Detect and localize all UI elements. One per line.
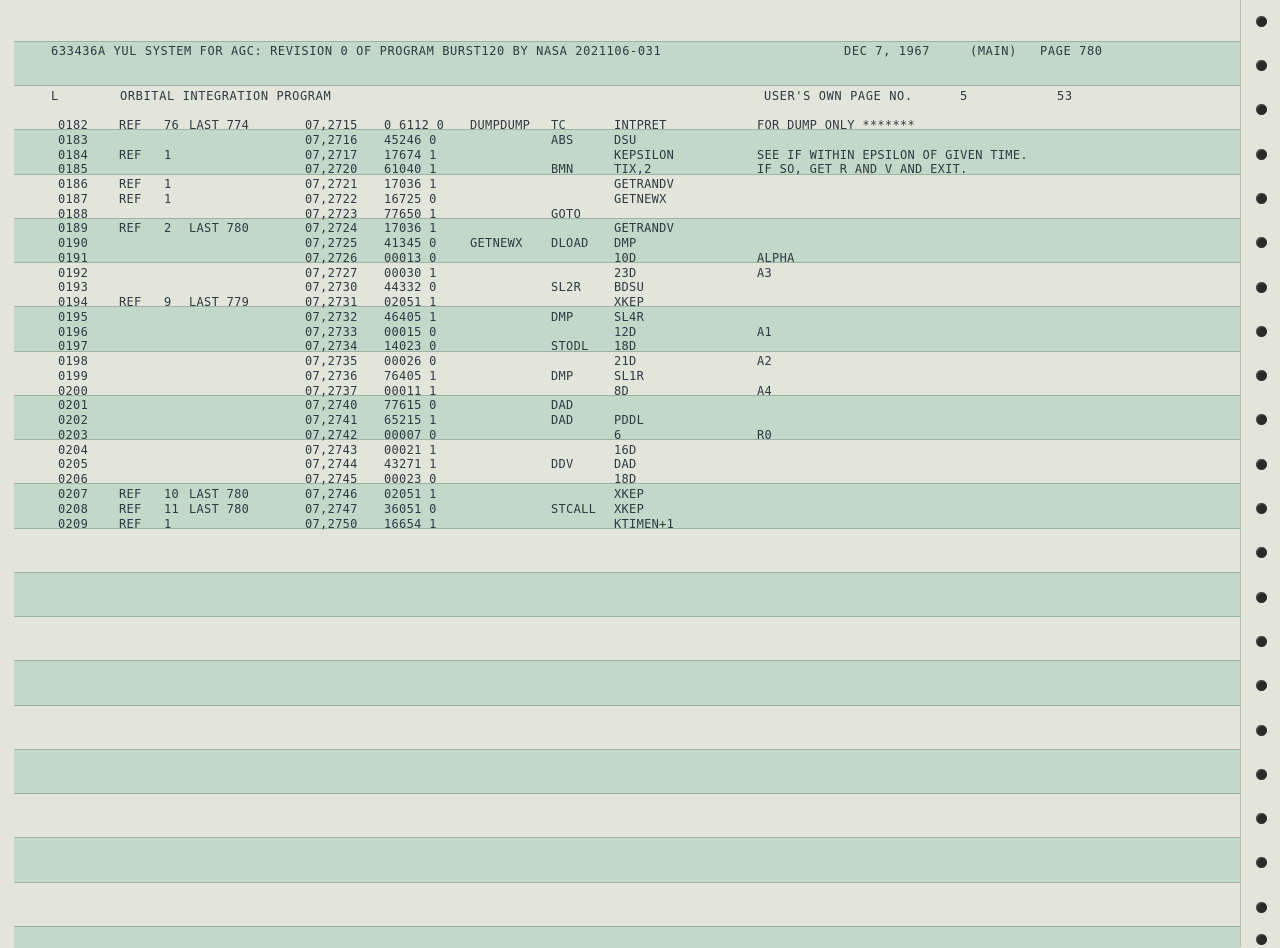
line-number: 0208 [58,501,89,516]
table-row [0,472,1240,487]
table-row [0,266,1240,281]
operand: GETRANDV [614,177,675,192]
address: 07,2731 [305,295,358,310]
operand: 8D [614,383,630,398]
line-number: 0182 [58,118,89,132]
address: 07,2722 [305,191,358,206]
table-row [0,413,1240,428]
ref-number: 9 [164,295,172,310]
table-row [0,325,1240,340]
operand: INTPRET [614,118,667,132]
address: 07,2724 [305,221,358,236]
opcode: TC [551,118,567,132]
octal-word: 16725 0 [384,191,437,206]
symbol-label: GETNEWX [470,236,523,251]
operand: DAD [614,457,637,472]
octal-word: 17674 1 [384,147,437,162]
last-ref: LAST 779 [189,295,250,310]
ref-label: REF [119,147,142,162]
octal-word: 45246 0 [384,132,437,147]
tractor-feed-hole [1256,725,1267,736]
address: 07,2735 [305,354,358,369]
tractor-feed-hole [1256,149,1267,160]
table-row [0,192,1240,207]
ref-label: REF [119,191,142,206]
tractor-feed-hole [1256,104,1267,115]
line-number: 0191 [58,250,89,265]
green-bar-band [14,572,1240,617]
address: 07,2716 [305,132,358,147]
address: 07,2741 [305,413,358,428]
ref-label: REF [119,177,142,192]
octal-word: 76405 1 [384,368,437,383]
comment: SEE IF WITHIN EPSILON OF GIVEN TIME. [757,147,1028,162]
address: 07,2726 [305,250,358,265]
green-bar-band [14,837,1240,883]
listing-date: DEC 7, 1967 [844,44,931,58]
octal-word: 77650 1 [384,206,437,221]
opcode: DLOAD [551,236,589,251]
operand: SL1R [614,368,645,383]
line-number: 0209 [58,516,89,531]
line-number: 0187 [58,191,89,206]
octal-word: 00015 0 [384,324,437,339]
operand: PDDL [614,413,645,428]
green-bar-band [14,926,1240,948]
octal-word: 14023 0 [384,339,437,354]
table-row [0,398,1240,413]
line-number: 0204 [58,442,89,457]
octal-word: 61040 1 [384,162,437,177]
operand: 21D [614,354,637,369]
line-number: 0197 [58,339,89,354]
octal-word: 00023 0 [384,472,437,487]
octal-word: 43271 1 [384,457,437,472]
tractor-feed-hole [1256,60,1267,71]
comment: ALPHA [757,250,795,265]
opcode: DAD [551,413,574,428]
table-row [0,280,1240,295]
ref-label: REF [119,487,142,501]
line-number: 0185 [58,162,89,177]
table-row [0,487,1240,502]
address: 07,2742 [305,427,358,442]
line-number: 0195 [58,309,89,324]
line-number: 0205 [58,457,89,472]
address: 07,2723 [305,206,358,221]
table-row [0,118,1240,133]
opcode: BMN [551,162,574,177]
octal-word: 41345 0 [384,236,437,251]
octal-word: 46405 1 [384,309,437,324]
table-row [0,517,1240,532]
comment: FOR DUMP ONLY ******* [757,118,916,132]
address: 07,2720 [305,162,358,177]
operand: XKEP [614,501,645,516]
line-number: 0202 [58,413,89,428]
listing-page-number: PAGE 780 [1040,44,1103,58]
line-number: 0198 [58,354,89,369]
ref-label: REF [119,516,142,531]
operand: 23D [614,265,637,280]
operand: DMP [614,236,637,251]
ref-label: REF [119,501,142,516]
last-ref: LAST 774 [189,118,250,132]
address: 07,2734 [305,339,358,354]
address: 07,2736 [305,368,358,383]
address: 07,2715 [305,118,358,132]
table-row [0,457,1240,472]
table-row [0,221,1240,236]
address: 07,2746 [305,487,358,501]
opcode: SL2R [551,280,582,295]
last-ref: LAST 780 [189,221,250,236]
line-number: 0203 [58,427,89,442]
ref-label: REF [119,221,142,236]
octal-word: 00007 0 [384,427,437,442]
line-number: 0188 [58,206,89,221]
ref-number: 76 [164,118,180,132]
address: 07,2727 [305,265,358,280]
octal-word: 77615 0 [384,398,437,413]
address: 07,2744 [305,457,358,472]
table-row [0,502,1240,517]
tractor-feed-edge [1240,0,1241,947]
tractor-feed-hole [1256,934,1267,945]
table-row [0,251,1240,266]
listing-main-label: (MAIN) [970,44,1017,58]
tractor-feed-hole [1256,459,1267,470]
operand: KEPSILON [614,147,675,162]
table-row [0,369,1240,384]
octal-word: 44332 0 [384,280,437,295]
address: 07,2732 [305,309,358,324]
opcode: DAD [551,398,574,413]
operand: XKEP [614,295,645,310]
line-number: 0186 [58,177,89,192]
octal-word: 00011 1 [384,383,437,398]
tractor-feed-hole [1256,547,1267,558]
operand: 12D [614,324,637,339]
tractor-feed-hole [1256,326,1267,337]
octal-word: 00030 1 [384,265,437,280]
log-section-code: 53 [1057,89,1073,103]
line-number: 0193 [58,280,89,295]
octal-word: 17036 1 [384,221,437,236]
last-ref: LAST 780 [189,487,250,501]
operand: SL4R [614,309,645,324]
opcode: DDV [551,457,574,472]
tractor-feed-hole [1256,193,1267,204]
address: 07,2745 [305,472,358,487]
line-number: 0207 [58,487,89,501]
line-number: 0184 [58,147,89,162]
opcode: DMP [551,309,574,324]
table-row [0,339,1240,354]
address: 07,2733 [305,324,358,339]
table-row [0,443,1240,458]
octal-word: 65215 1 [384,413,437,428]
address: 07,2717 [305,147,358,162]
line-number: 0189 [58,221,89,236]
octal-word: 16654 1 [384,516,437,531]
operand: GETRANDV [614,221,675,236]
operand: 16D [614,442,637,457]
operand: GETNEWX [614,191,667,206]
table-row [0,162,1240,177]
tractor-feed-hole [1256,636,1267,647]
tractor-feed-hole [1256,813,1267,824]
table-row [0,384,1240,399]
symbol-label: DUMPDUMP [470,118,531,132]
operand: 6 [614,427,622,442]
table-row [0,148,1240,163]
octal-word: 02051 1 [384,487,437,501]
table-row [0,310,1240,325]
address: 07,2743 [305,442,358,457]
operand: KTIMEN+1 [614,516,675,531]
table-row [0,236,1240,251]
comment: IF SO, GET R AND V AND EXIT. [757,162,968,177]
octal-word: 0 6112 0 [384,118,445,132]
address: 07,2721 [305,177,358,192]
line-number: 0190 [58,236,89,251]
operand: TIX,2 [614,162,652,177]
opcode: ABS [551,132,574,147]
ref-number: 1 [164,177,172,192]
tractor-feed-hole [1256,902,1267,913]
table-row [0,295,1240,310]
opcode: STCALL [551,501,597,516]
opcode: DMP [551,368,574,383]
listing-title: 633436A YUL SYSTEM FOR AGC: REVISION 0 OF PROGRAM BURST120 BY NASA 2021106-031 [51,44,662,58]
comment: R0 [757,427,773,442]
table-row [0,428,1240,443]
line-number: 0199 [58,368,89,383]
octal-word: 00021 1 [384,442,437,457]
comment: A1 [757,324,773,339]
line-number: 0200 [58,383,89,398]
line-number: 0192 [58,265,89,280]
tractor-feed-hole [1256,769,1267,780]
table-row [0,133,1240,148]
users-page-label: USER'S OWN PAGE NO. [764,89,913,103]
ref-label: REF [119,118,142,132]
ref-number: 2 [164,221,172,236]
line-number: 0196 [58,324,89,339]
octal-word: 36051 0 [384,501,437,516]
line-number: 0206 [58,472,89,487]
line-number: 0201 [58,398,89,413]
table-row [0,354,1240,369]
ref-number: 1 [164,191,172,206]
address: 07,2725 [305,236,358,251]
operand: BDSU [614,280,645,295]
tractor-feed-hole [1256,503,1267,514]
tractor-feed-hole [1256,370,1267,381]
operand: DSU [614,132,637,147]
ref-number: 1 [164,516,172,531]
tractor-feed-hole [1256,680,1267,691]
green-bar-band [14,749,1240,794]
tractor-feed-hole [1256,16,1267,27]
tractor-feed-hole [1256,857,1267,868]
address: 07,2730 [305,280,358,295]
tractor-feed-hole [1256,592,1267,603]
table-row [0,177,1240,192]
octal-word: 02051 1 [384,295,437,310]
operand: XKEP [614,487,645,501]
address: 07,2737 [305,383,358,398]
log-section-letter: L [51,89,59,103]
users-page-number: 5 [960,89,968,103]
address: 07,2747 [305,501,358,516]
ref-number: 11 [164,501,180,516]
tractor-feed-hole [1256,414,1267,425]
address: 07,2740 [305,398,358,413]
comment: A2 [757,354,773,369]
operand: 18D [614,339,637,354]
ref-label: REF [119,295,142,310]
tractor-feed-hole [1256,282,1267,293]
operand: 18D [614,472,637,487]
operand: 10D [614,250,637,265]
comment: A3 [757,265,773,280]
green-bar-band [14,660,1240,706]
comment: A4 [757,383,773,398]
tractor-feed-hole [1256,237,1267,248]
ref-number: 1 [164,147,172,162]
line-number: 0183 [58,132,89,147]
line-number: 0194 [58,295,89,310]
octal-word: 00013 0 [384,250,437,265]
opcode: STODL [551,339,589,354]
opcode: GOTO [551,206,582,221]
octal-word: 00026 0 [384,354,437,369]
ref-number: 10 [164,487,180,501]
octal-word: 17036 1 [384,177,437,192]
table-row [0,207,1240,222]
last-ref: LAST 780 [189,501,250,516]
program-name: ORBITAL INTEGRATION PROGRAM [120,89,332,103]
address: 07,2750 [305,516,358,531]
